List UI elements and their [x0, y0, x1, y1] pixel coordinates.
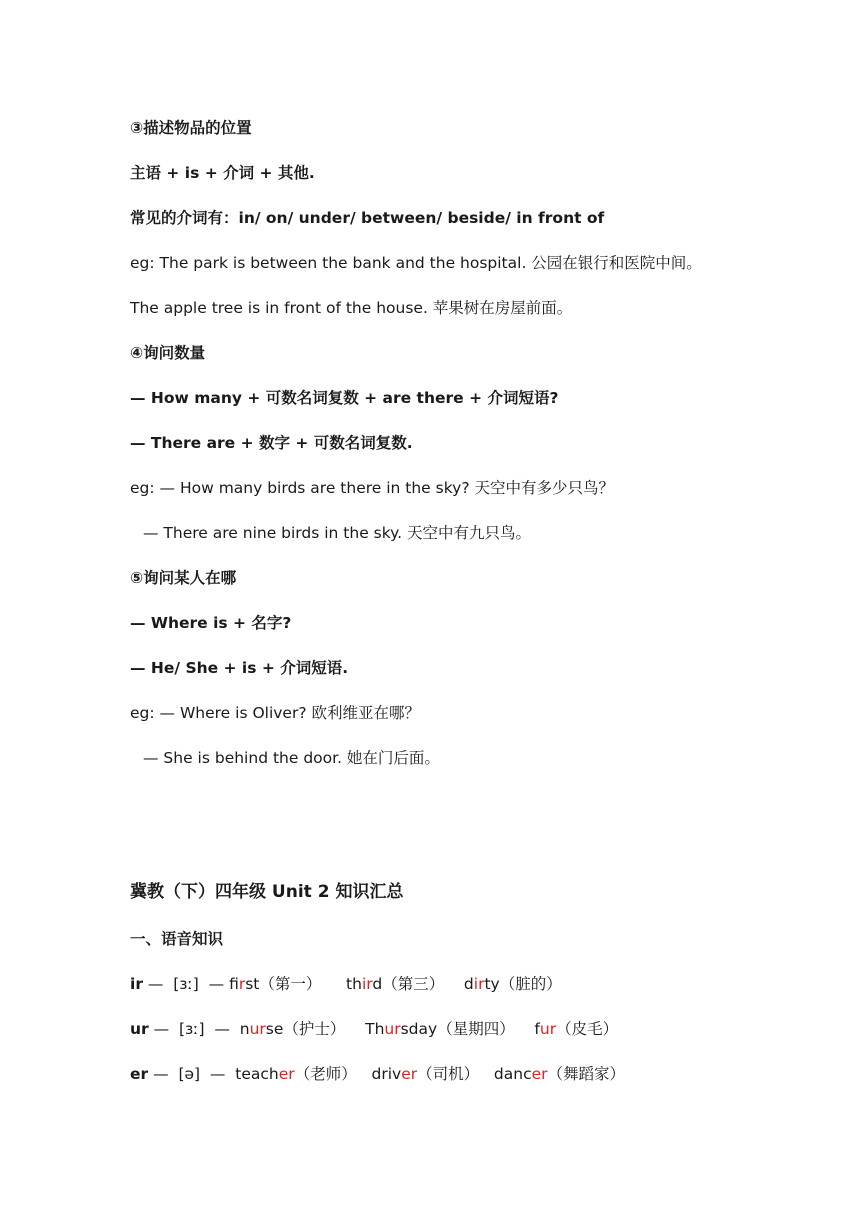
phonics-word: first（第一）: [229, 975, 347, 993]
phonics-prefix: er: [130, 1065, 149, 1083]
section4-answer-pattern: — There are + 数字 + 可数名词复数.: [130, 434, 413, 452]
section3-example1: eg: The park is between the bank and the hospital. 公园在银行和医院中间。: [130, 254, 702, 272]
section5-example-question: eg: — Where is Oliver? 欧利维亚在哪？: [130, 704, 420, 722]
unit2-title: 冀教（下）四年级 Unit 2 知识汇总: [130, 882, 404, 902]
highlighted-letters: ir: [238, 975, 246, 993]
section3-structure: 主语 + is + 介词 + 其他.: [130, 164, 315, 182]
highlighted-letters: ur: [539, 1020, 557, 1038]
section4-example-answer: — There are nine birds in the sky. 天空中有九只鸟。: [143, 524, 531, 542]
section5-heading: ⑤询问某人在哪: [130, 569, 237, 587]
phonics-word: driver（司机）: [371, 1065, 494, 1083]
phonics-sound: — [ə] —: [148, 1065, 236, 1083]
unit2-subheading: 一、语音知识: [130, 930, 224, 948]
phonics-sound: — [ɜː] —: [148, 1020, 240, 1038]
highlighted-letters: er: [278, 1065, 295, 1083]
phonics-word: dirty（脏的）: [463, 975, 562, 993]
phonics-row: [130, 973, 830, 995]
phonics-sound: — [ɜː] —: [142, 975, 230, 993]
section4-question-pattern: — How many + 可数名词复数 + are there + 介词短语?: [130, 389, 559, 407]
phonics-word: nurse（护士）: [239, 1020, 366, 1038]
section5-example-answer: — She is behind the door. 她在门后面。: [143, 749, 440, 767]
phonics-row: [130, 1063, 830, 1085]
highlighted-letters: er: [531, 1065, 548, 1083]
phonics-prefix: ur: [130, 1020, 149, 1038]
phonics-word: third（第三）: [346, 975, 464, 993]
phonics-row: [130, 1018, 830, 1040]
section5-question-pattern: — Where is + 名字?: [130, 614, 292, 632]
section5-answer-pattern: — He/ She + is + 介词短语.: [130, 659, 349, 677]
highlighted-letters: er: [401, 1065, 418, 1083]
highlighted-letters: ir: [473, 975, 485, 993]
section3-common-prepositions: 常见的介词有：in/ on/ under/ between/ beside/ in front of: [130, 209, 605, 227]
section3-example2: The apple tree is in front of the house. 苹果树在房屋前面。: [130, 299, 573, 317]
phonics-prefix: ir: [130, 975, 143, 993]
phonics-word: teacher（老师）: [235, 1065, 372, 1083]
section3-heading: ③描述物品的位置: [130, 119, 252, 137]
highlighted-letters: ur: [249, 1020, 266, 1038]
phonics-word: dancer（舞蹈家）: [493, 1065, 626, 1083]
highlighted-letters: ur: [384, 1020, 401, 1038]
section4-heading: ④询问数量: [130, 344, 206, 362]
phonics-word: Thursday（星期四）: [365, 1020, 535, 1038]
highlighted-letters: ir: [361, 975, 373, 993]
section4-example-question: eg: — How many birds are there in the sky? 天空中有多少只鸟？: [130, 479, 614, 497]
phonics-word: fur（皮毛）: [534, 1020, 619, 1038]
